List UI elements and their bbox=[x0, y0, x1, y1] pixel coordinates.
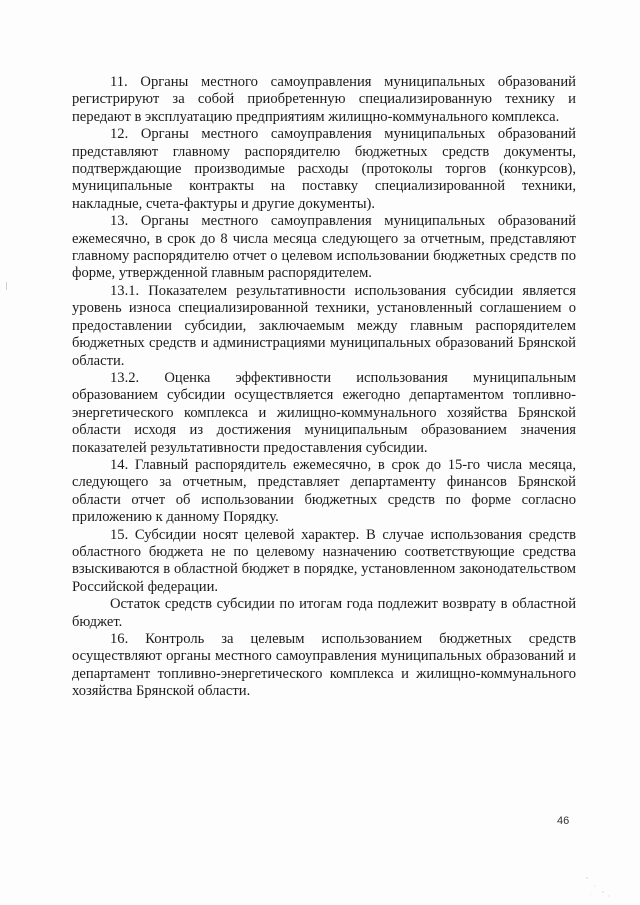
paragraph-remainder: Остаток средств субсидии по итогам года подлежит возврату в областной бюджет. bbox=[72, 596, 576, 630]
scan-specks bbox=[583, 872, 613, 900]
scan-mark bbox=[6, 282, 7, 290]
paragraph-13: 13. Органы местного самоуправления муниципальных образований ежемесячно, в срок до 8 числа месяца следующего за отчетным, представляют главному распорядителю отчет о целевом использовании бюджетных средств по форме, утвержденной главным распорядителем. bbox=[72, 213, 576, 282]
page-number: 46 bbox=[557, 815, 570, 827]
paragraph-11: 11. Органы местного самоуправления муниципальных образований регистрируют за собой приобретенную специализированную технику и передают в эксплуатацию предприятиям жилищно-коммунального комплекса. bbox=[72, 74, 576, 125]
paragraph-13-2: 13.2. Оценка эффективности использования муниципальным образованием субсидии осуществляется ежегодно департаментом топливно-энергетического комплекса и жилищно-коммунального хозяйства Брянской области исходя из достижения муниципальным образованием значения показателей результативности предоставления субсидии. bbox=[72, 369, 576, 456]
paragraph-13-1: 13.1. Показателем результативности использования субсидии является уровень износа специализированной техники, установленный соглашением о предоставлении субсидии, заключаемым между главным распорядителем бюджетных средств и администрациями муниципальных образований Брянской области. bbox=[72, 282, 576, 369]
paragraph-16: 16. Контроль за целевым использованием бюджетных средств осуществляют органы местного самоуправления муниципальных образований и департамент топливно-энергетического комплекса и жилищно-коммунального хозяйства Брянской области. bbox=[72, 631, 576, 700]
paragraph-14: 14. Главный распорядитель ежемесячно, в срок до 15-го числа месяца, следующего за отчетным, представляет департаменту финансов Брянской области отчет об использовании бюджетных средств по форме согласно приложению к данному Порядку. bbox=[72, 456, 576, 526]
paragraph-15: 15. Субсидии носят целевой характер. В случае использования средств областного бюджета не по целевому назначению соответствующие средства взыскиваются в областной бюджет в порядке, установленном законодательством Российской федерации. bbox=[72, 526, 576, 595]
paragraph-12: 12. Органы местного самоуправления муниципальных образований представляют главному распорядителю бюджетных средств документы, подтверждающие производимые расходы (протоколы торгов (конкурсов), муниципальные контракты на поставку специализированной техники, накладные, счета-фактуры и другие документы). bbox=[72, 126, 576, 212]
body-text bbox=[72, 74, 576, 701]
